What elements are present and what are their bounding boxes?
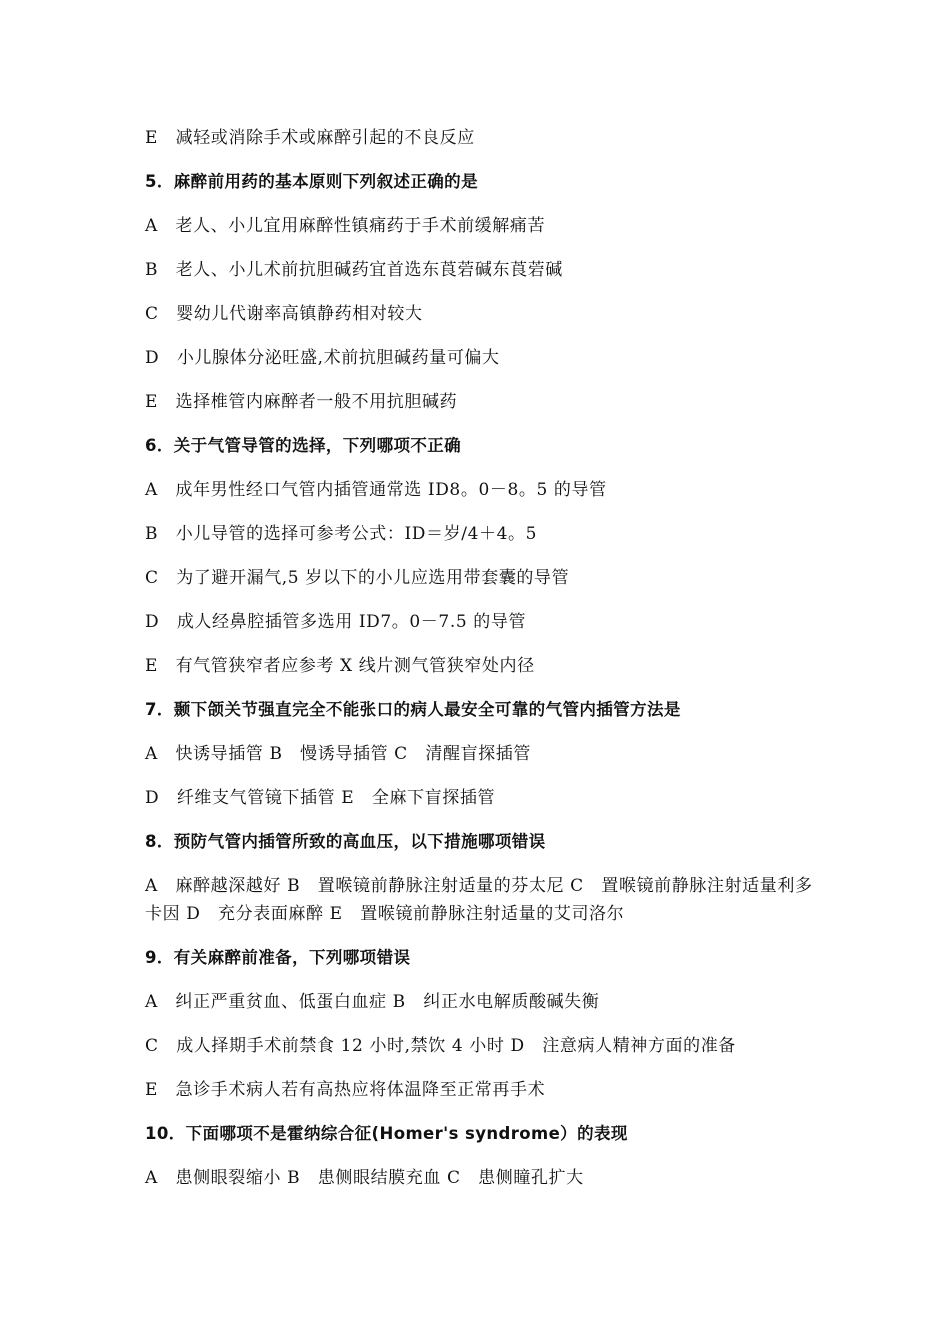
option-line: C 成人择期手术前禁食 12 小时,禁饮 4 小时 D 注意病人精神方面的准备	[145, 1036, 736, 1056]
option-line: E 减轻或消除手术或麻醉引起的不良反应	[145, 128, 475, 148]
question-heading: 10．下面哪项不是霍纳综合征(Homer's syndrome）的表现	[145, 1124, 628, 1143]
option-line: B 小儿导管的选择可参考公式：ID＝岁/4＋4。5	[145, 524, 538, 544]
question-heading: 9．有关麻醉前准备，下列哪项错误	[145, 948, 411, 967]
option-line: C 婴幼儿代谢率高镇静药相对较大	[145, 304, 423, 324]
option-line: A 患侧眼裂缩小 B 患侧眼结膜充血 C 患侧瞳孔扩大	[145, 1168, 584, 1188]
option-line: E 急诊手术病人若有高热应将体温降至正常再手术	[145, 1080, 546, 1100]
option-line: D 小儿腺体分泌旺盛,术前抗胆碱药量可偏大	[145, 348, 500, 368]
option-line: A 快诱导插管 B 慢诱导插管 C 清醒盲探插管	[145, 744, 531, 764]
option-paragraph: A 麻醉越深越好 B 置喉镜前静脉注射适量的芬太尼 C 置喉镜前静脉注射适量利多卡因 D 充分表面麻醉 E 置喉镜前静脉注射适量的艾司洛尔	[145, 876, 813, 924]
document-page	[145, 124, 815, 1208]
option-line: A 纠正严重贫血、低蛋白血症 B 纠正水电解质酸碱失衡	[145, 992, 600, 1012]
question-heading: 8．预防气管内插管所致的高血压，以下措施哪项错误	[145, 832, 546, 851]
question-heading: 7．颞下颌关节强直完全不能张口的病人最安全可靠的气管内插管方法是	[145, 700, 681, 719]
option-line: A 老人、小儿宜用麻醉性镇痛药于手术前缓解痛苦	[145, 216, 546, 236]
option-line: B 老人、小儿术前抗胆碱药宜首选东莨菪碱东莨菪碱	[145, 260, 563, 280]
option-line: D 成人经鼻腔插管多选用 ID7。0－7.5 的导管	[145, 612, 527, 632]
option-line: C 为了避开漏气,5 岁以下的小儿应选用带套囊的导管	[145, 568, 570, 588]
question-heading: 5．麻醉前用药的基本原则下列叙述正确的是	[145, 172, 478, 191]
option-line: E 有气管狭窄者应参考 X 线片测气管狭窄处内径	[145, 656, 535, 676]
option-line: E 选择椎管内麻醉者一般不用抗胆碱药	[145, 392, 458, 412]
option-line: D 纤维支气管镜下插管 E 全麻下盲探插管	[145, 788, 496, 808]
option-line: A 成年男性经口气管内插管通常选 ID8。0－8。5 的导管	[145, 480, 607, 500]
question-heading: 6．关于气管导管的选择，下列哪项不正确	[145, 436, 462, 455]
